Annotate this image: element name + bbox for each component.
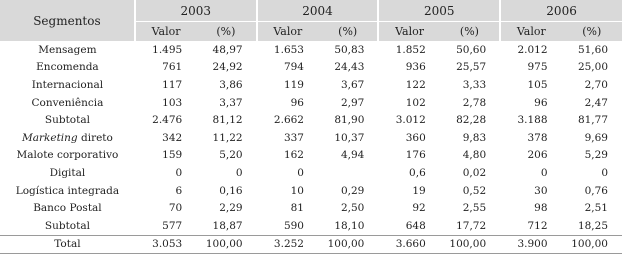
pct-cell: 50,60 [456, 43, 487, 56]
pct-cell: 17,72 [456, 219, 487, 232]
valor-cell: 3.053 [135, 235, 196, 254]
segment-label: Banco Postal [33, 202, 102, 215]
segment-label [0, 129, 135, 147]
segment-label: Total [0, 235, 135, 254]
year-header-2004: 2004 [257, 0, 379, 22]
pct-cell: 3,67 [340, 78, 365, 91]
valor-cell: 119 [283, 78, 304, 91]
pct-cell: 9,69 [584, 131, 608, 144]
year-header-2006: 2006 [500, 0, 622, 22]
valor-cell: 176 [405, 149, 426, 162]
pct-cell: 2,70 [584, 78, 608, 91]
segment-label: Subtotal [44, 114, 90, 127]
segment-label-italic: Marketing [21, 131, 78, 144]
pct-cell: 18,87 [212, 219, 243, 232]
valor-cell: 0 [175, 166, 183, 179]
segment-label: Internacional [31, 78, 104, 91]
valor-header: Valor [500, 22, 561, 42]
valor-cell: 122 [405, 78, 426, 91]
valor-cell: 6 [175, 184, 183, 197]
valor-cell: 1.653 [273, 43, 304, 56]
table-row [0, 199, 622, 217]
pct-cell: 0,16 [219, 184, 243, 197]
valor-cell: 81 [290, 202, 304, 215]
pct-header: (%) [196, 22, 256, 42]
pct-cell: 82,28 [456, 114, 487, 127]
pct-cell: 25,57 [456, 61, 487, 74]
pct-cell: 0,29 [340, 184, 365, 197]
pct-cell: 10,37 [334, 131, 365, 144]
pct-cell: 100,00 [440, 235, 500, 254]
table-row [0, 41, 622, 59]
pct-cell: 0,52 [462, 184, 487, 197]
valor-cell: 2.476 [152, 114, 183, 127]
valor-cell: 2.012 [517, 43, 548, 56]
table-row [0, 111, 622, 129]
pct-cell: 51,60 [577, 43, 608, 56]
valor-cell: 3.660 [378, 235, 439, 254]
valor-cell: 162 [283, 149, 304, 162]
valor-header: Valor [135, 22, 196, 42]
pct-cell: 25,00 [577, 61, 608, 74]
valor-cell: 3.188 [517, 114, 548, 127]
pct-header: (%) [318, 22, 378, 42]
valor-cell: 648 [405, 219, 426, 232]
table-row [0, 217, 622, 235]
valor-cell: 0,6 [409, 166, 426, 179]
valor-cell: 0 [540, 166, 548, 179]
valor-cell: 92 [412, 202, 426, 215]
segment-label: Mensagem [38, 43, 97, 56]
valor-cell: 70 [168, 202, 183, 215]
valor-cell: 117 [162, 78, 183, 91]
valor-cell: 1.852 [395, 43, 426, 56]
pct-cell: 3,33 [462, 78, 487, 91]
pct-cell [318, 164, 378, 182]
valor-cell: 590 [283, 219, 304, 232]
pct-cell: 48,97 [212, 43, 243, 56]
table-body [0, 41, 622, 254]
table-row [0, 59, 622, 77]
pct-cell: 18,25 [577, 219, 608, 232]
table-row [0, 147, 622, 165]
pct-cell: 2,29 [219, 202, 243, 215]
pct-cell: 0,02 [462, 166, 487, 179]
valor-cell: 712 [527, 219, 548, 232]
valor-cell: 96 [290, 96, 304, 109]
pct-cell: 81,90 [334, 114, 365, 127]
pct-cell: 3,86 [219, 78, 243, 91]
pct-cell: 5,29 [584, 149, 608, 162]
valor-cell: 206 [527, 149, 548, 162]
pct-cell: 2,78 [462, 96, 487, 109]
valor-cell: 761 [162, 61, 183, 74]
segment-label: Encomenda [36, 61, 99, 74]
pct-cell: 11,22 [212, 131, 243, 144]
valor-cell: 577 [162, 219, 183, 232]
table-row [0, 182, 622, 200]
pct-cell: 100,00 [562, 235, 622, 254]
segment-label: Subtotal [44, 219, 90, 232]
segment-label: Conveniência [31, 96, 104, 109]
valor-cell: 96 [534, 96, 548, 109]
pct-cell: 24,92 [212, 61, 243, 74]
valor-cell: 342 [162, 131, 183, 144]
pct-cell: 0,76 [584, 184, 608, 197]
valor-cell: 98 [534, 202, 548, 215]
table-row [0, 129, 622, 147]
valor-cell: 2.662 [273, 114, 304, 127]
valor-cell: 0 [297, 166, 304, 179]
table-row [0, 94, 622, 112]
segment-label: Logística integrada [15, 184, 120, 197]
pct-cell: 2,47 [584, 96, 608, 109]
valor-cell: 103 [162, 96, 183, 109]
pct-cell: 2,55 [462, 202, 487, 215]
segment-label: Digital [49, 166, 86, 179]
pct-cell: 18,10 [334, 219, 365, 232]
pct-cell: 24,43 [334, 61, 365, 74]
segment-label-rest: direto [77, 131, 113, 144]
valor-cell: 19 [412, 184, 426, 197]
pct-cell: 0 [235, 166, 243, 179]
valor-cell: 3.252 [257, 235, 318, 254]
valor-cell: 10 [290, 184, 304, 197]
valor-cell: 378 [527, 131, 548, 144]
pct-cell: 3,37 [219, 96, 243, 109]
segment-label: Malote corporativo [16, 149, 119, 162]
valor-cell: 3.012 [395, 114, 426, 127]
valor-cell: 936 [405, 61, 426, 74]
pct-cell: 4,80 [462, 149, 487, 162]
valor-cell: 360 [405, 131, 426, 144]
valor-cell: 30 [534, 184, 548, 197]
segments-column-header: Segmentos [0, 0, 135, 41]
pct-header: (%) [562, 22, 622, 42]
table-row [0, 76, 622, 94]
table-header [0, 0, 622, 41]
year-header-2005: 2005 [378, 0, 500, 22]
pct-cell: 2,50 [340, 202, 365, 215]
valor-cell: 975 [527, 61, 548, 74]
valor-header: Valor [378, 22, 439, 42]
valor-cell: 337 [283, 131, 304, 144]
pct-cell: 100,00 [196, 235, 256, 254]
valor-cell: 3.900 [500, 235, 561, 254]
valor-cell: 159 [162, 149, 183, 162]
year-header-2003: 2003 [135, 0, 257, 22]
pct-cell: 0 [601, 166, 608, 179]
pct-header: (%) [440, 22, 500, 42]
pct-cell: 5,20 [219, 149, 243, 162]
pct-cell: 9,83 [462, 131, 487, 144]
valor-header: Valor [257, 22, 318, 42]
table-row [0, 164, 622, 182]
pct-cell: 2,51 [584, 202, 608, 215]
pct-cell: 50,83 [334, 43, 365, 56]
pct-cell: 81,77 [577, 114, 608, 127]
pct-cell: 2,97 [340, 96, 365, 109]
valor-cell: 105 [527, 78, 548, 91]
valor-cell: 102 [405, 96, 426, 109]
pct-cell: 100,00 [318, 235, 378, 254]
pct-cell: 81,12 [212, 114, 243, 127]
valor-cell: 1.495 [152, 43, 183, 56]
pct-cell: 4,94 [340, 149, 365, 162]
valor-cell: 794 [283, 61, 304, 74]
